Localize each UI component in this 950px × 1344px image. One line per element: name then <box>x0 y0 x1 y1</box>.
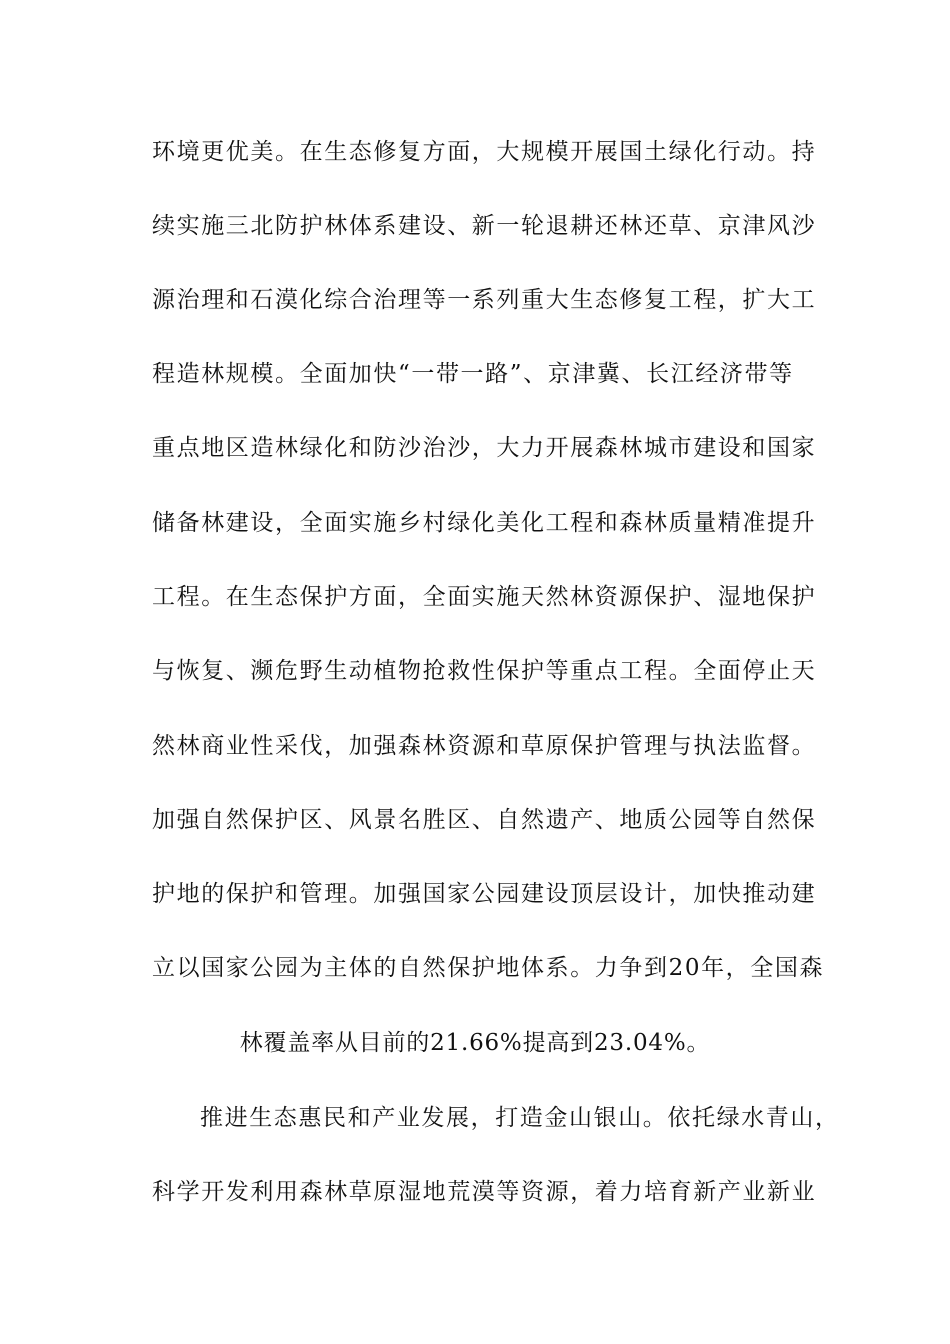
text-line: 环境更优美。在生态修复方面，大规模开展国土绿化行动。持 <box>152 139 817 165</box>
text-line: 加强自然保护区、风景名胜区、自然遗产、地质公园等自然保 <box>152 807 817 833</box>
text-line: 然林商业性采伐，加强森林资源和草原保护管理与执法监督。 <box>152 733 817 759</box>
text-line: 程造林规模。全面加快“一带一路”、京津冀、长江经济带等 <box>152 361 794 387</box>
text-line: 护地的保护和管理。加强国家公园建设顶层设计，加快推动建 <box>152 881 817 907</box>
text-line: 源治理和石漠化综合治理等一系列重大生态修复工程，扩大工 <box>152 287 817 313</box>
text-line: 工程。在生态保护方面，全面实施天然林资源保护、湿地保护 <box>152 584 817 610</box>
text-line: 续实施三北防护林体系建设、新一轮退耕还林还草、京津风沙 <box>152 213 817 239</box>
text-line: 与恢复、濒危野生动植物抢救性保护等重点工程。全面停止天 <box>152 658 817 684</box>
text-line: 立以国家公园为主体的自然保护地体系。力争到20年，全国森 <box>152 955 825 981</box>
text-line: 科学开发利用森林草原湿地荒漠等资源，着力培育新产业新业 <box>152 1179 817 1205</box>
paragraph-first-line: 推进生态惠民和产业发展，打造金山银山。依托绿水青山， <box>200 1105 840 1131</box>
text-line-centered: 林覆盖率从目前的21.66%提高到23.04%。 <box>239 1030 711 1056</box>
text-line: 储备林建设，全面实施乡村绿化美化工程和森林质量精准提升 <box>152 510 817 536</box>
text-line: 重点地区造林绿化和防沙治沙，大力开展森林城市建设和国家 <box>152 435 817 461</box>
